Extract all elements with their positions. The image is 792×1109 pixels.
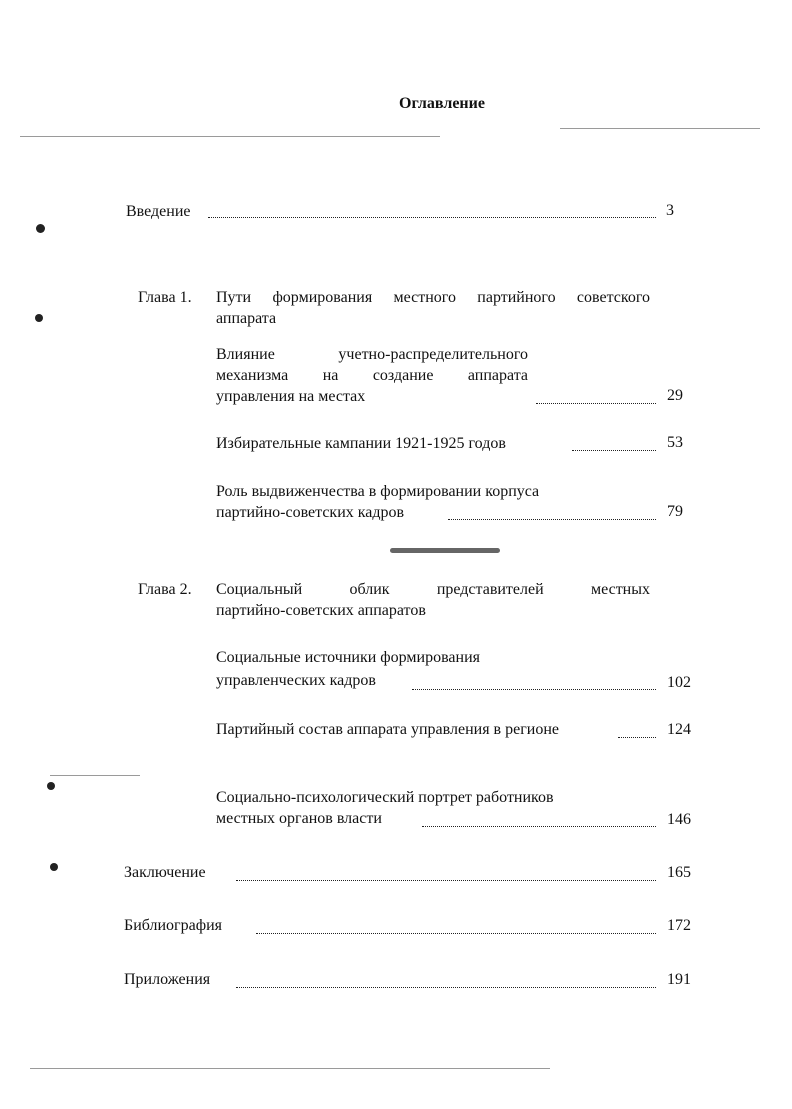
leader-dots [412, 689, 656, 690]
section-2-2-page: 124 [667, 721, 691, 738]
toc-entry-bibliography-page: 172 [667, 917, 691, 934]
chapter1-title-line1: Пути формирования местного партийного советского [216, 289, 650, 306]
section-1-3-page: 79 [667, 503, 683, 520]
chapter2-label: Глава 2. [138, 581, 192, 598]
leader-dots [236, 880, 656, 881]
ink-smudge [390, 548, 500, 553]
punch-mark [50, 863, 58, 871]
section-2-1-line1: Социальные источники формирования [216, 649, 481, 666]
section-2-2-line1: Партийный состав аппарата управления в регионе [216, 721, 559, 738]
toc-entry-appendices-label: Приложения [124, 971, 211, 988]
chapter2-title-line1: Социальный облик представителей местных [216, 581, 650, 598]
section-1-2-page: 53 [667, 434, 683, 451]
leader-dots [536, 403, 656, 404]
leader-dots [448, 519, 656, 520]
scan-line [50, 775, 140, 776]
punch-mark [47, 782, 55, 790]
toc-entry-conclusion-page: 165 [667, 864, 691, 881]
leader-dots [208, 217, 656, 218]
toc-entry-intro-label: Введение [126, 203, 191, 220]
section-1-3-line2: партийно-советских кадров [216, 504, 405, 521]
punch-mark [36, 224, 45, 233]
section-2-3-line2: местных органов власти [216, 810, 382, 827]
section-2-3-page: 146 [667, 811, 691, 828]
section-1-1-line2: механизма на создание аппарата [216, 367, 528, 384]
section-2-3-line1: Социально-психологический портрет работников [216, 789, 554, 806]
section-1-3-line1: Роль выдвиженчества в формировании корпуса [216, 483, 540, 500]
section-1-2-line1: Избирательные кампании 1921-1925 годов [216, 435, 506, 452]
section-2-1-line2: управленческих кадров [216, 672, 376, 689]
toc-entry-bibliography-label: Библиография [124, 917, 222, 934]
page-title: Оглавление [399, 95, 485, 112]
leader-dots [422, 826, 656, 827]
section-1-1-line1: Влияние учетно-распределительного [216, 346, 528, 363]
scan-line [20, 136, 440, 137]
scan-line [30, 1068, 550, 1069]
chapter2-title-line2: партийно-советских аппаратов [216, 602, 426, 619]
toc-entry-conclusion-label: Заключение [124, 864, 206, 881]
punch-mark [35, 314, 43, 322]
toc-entry-intro-page: 3 [666, 202, 674, 219]
section-1-1-page: 29 [667, 387, 683, 404]
leader-dots [236, 987, 656, 988]
chapter1-title-line2: аппарата [216, 310, 277, 327]
scan-line [560, 128, 760, 129]
toc-entry-appendices-page: 191 [667, 971, 691, 988]
leader-dots [256, 933, 656, 934]
chapter1-label: Глава 1. [138, 289, 192, 306]
section-2-1-page: 102 [667, 674, 691, 691]
section-1-1-line3: управления на местах [216, 388, 366, 405]
